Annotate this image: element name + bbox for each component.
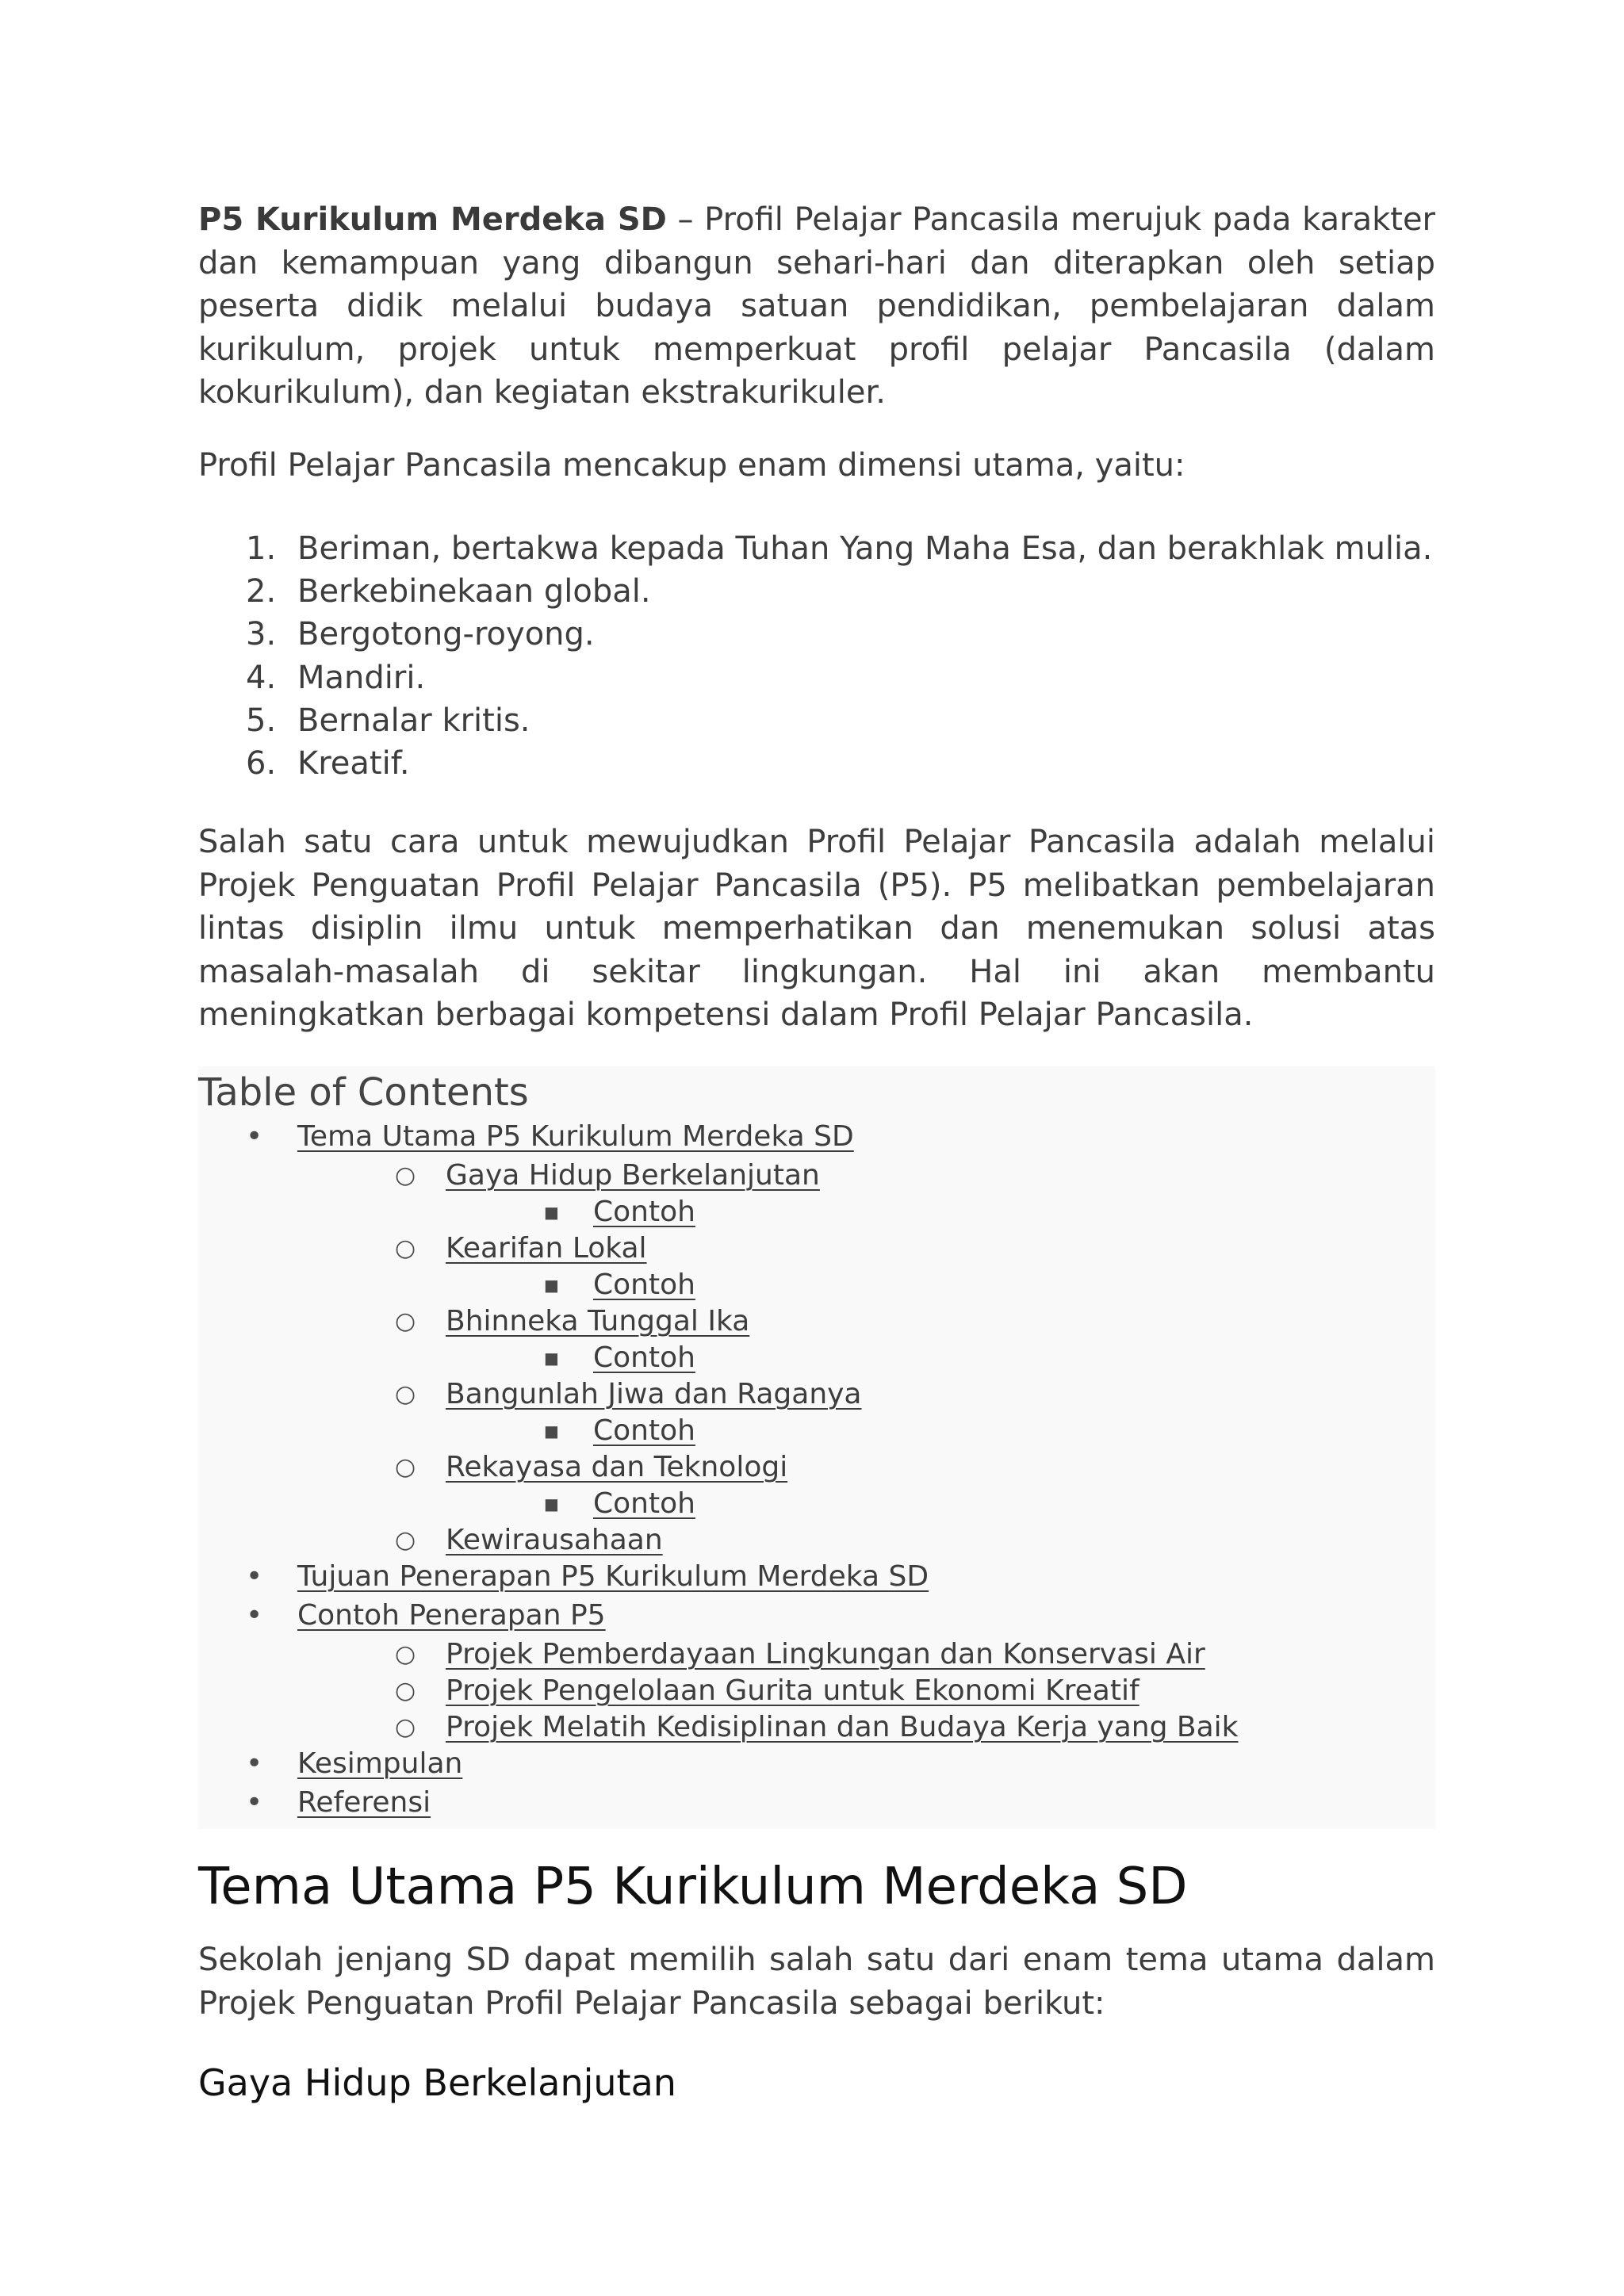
list-item-text: Bergotong-royong. xyxy=(297,616,595,653)
section-heading: Tema Utama P5 Kurikulum Merdeka SD xyxy=(198,1858,1188,1916)
list-item-text: Mandiri. xyxy=(297,659,426,696)
toc-link[interactable]: Contoh xyxy=(593,1269,695,1301)
table-of-contents xyxy=(198,1066,1435,1829)
list-item-text: Kreatif. xyxy=(297,745,410,783)
toc-link[interactable]: Rekayasa dan Teknologi xyxy=(446,1451,788,1483)
disc-bullet-icon: • xyxy=(246,1786,263,1819)
list-item-number: 6. xyxy=(246,745,277,783)
toc-link[interactable]: Referensi xyxy=(297,1786,431,1819)
circle-bullet-icon: ○ xyxy=(395,1713,416,1741)
list-item xyxy=(198,527,1432,570)
disc-bullet-icon: • xyxy=(246,1120,263,1153)
toc-link[interactable]: Bhinneka Tunggal Ika xyxy=(446,1305,750,1337)
disc-bullet-icon: • xyxy=(246,1560,263,1593)
square-bullet-icon: ■ xyxy=(544,1349,559,1368)
toc-link[interactable]: Tujuan Penerapan P5 Kurikulum Merdeka SD xyxy=(297,1560,929,1593)
toc-link[interactable]: Kearifan Lokal xyxy=(446,1232,647,1265)
square-bullet-icon: ■ xyxy=(544,1203,559,1222)
circle-bullet-icon: ○ xyxy=(395,1161,416,1189)
toc-link[interactable]: Contoh Penerapan P5 xyxy=(297,1599,606,1632)
dimensions-intro: Profil Pelajar Pancasila mencakup enam dimensi utama, yaitu: xyxy=(198,447,1185,484)
intro-paragraph xyxy=(198,198,1435,415)
list-item-text: Berkebinekaan global. xyxy=(297,573,651,610)
list-item-number: 4. xyxy=(246,659,277,696)
list-item-number: 3. xyxy=(246,616,277,653)
list-item xyxy=(198,570,1432,613)
toc-link[interactable]: Gaya Hidup Berkelanjutan xyxy=(446,1159,820,1192)
p5-paragraph: Salah satu cara untuk mewujudkan Profil Pelajar Pancasila adalah melalui Projek Penguatan Profil Pelajar Pancasila (P5). P5 melibatkan pembelajaran lintas disiplin ilmu untuk memperhatikan dan menemukan solusi atas masalah-masalah di sekitar lingkungan. Hal ini akan membantu meningkatkan berbagai kompetensi dalam Profil Pelajar Pancasila. xyxy=(198,824,1435,1033)
circle-bullet-icon: ○ xyxy=(395,1640,416,1668)
section-paragraph: Sekolah jenjang SD dapat memilih salah satu dari enam tema utama dalam Projek Penguatan Profil Pelajar Pancasila sebagai berikut: xyxy=(198,1942,1435,2022)
toc-link[interactable]: Projek Pengelolaan Gurita untuk Ekonomi Kreatif xyxy=(446,1674,1139,1707)
circle-bullet-icon: ○ xyxy=(395,1380,416,1408)
list-item xyxy=(198,613,1432,656)
toc-link[interactable]: Tema Utama P5 Kurikulum Merdeka SD xyxy=(297,1120,854,1153)
circle-bullet-icon: ○ xyxy=(395,1677,416,1705)
list-item-number: 2. xyxy=(246,573,277,610)
intro-lead-text: – Profil Pelajar Pancasila merujuk pada karakter dan kemampuan yang dibangun sehari-hari dan diterapkan oleh setiap peserta didik melalui budaya satuan pendidikan, pembelajaran dalam kurikulum, projek untuk memperkuat profil pelajar Pancasila (dalam kokurikulum), dan kegiatan ekstrakurikuler. xyxy=(198,201,1435,411)
toc-link[interactable]: Projek Melatih Kedisiplinan dan Budaya Kerja yang Baik xyxy=(446,1711,1239,1743)
subsection-heading: Gaya Hidup Berkelanjutan xyxy=(198,2061,676,2104)
circle-bullet-icon: ○ xyxy=(395,1453,416,1481)
list-item-text: Beriman, bertakwa kepada Tuhan Yang Maha Esa, dan berakhlak mulia. xyxy=(297,530,1433,567)
toc-link[interactable]: Contoh xyxy=(593,1487,695,1520)
square-bullet-icon: ■ xyxy=(544,1494,559,1513)
toc-link[interactable]: Contoh xyxy=(593,1196,695,1228)
square-bullet-icon: ■ xyxy=(544,1276,559,1295)
list-item-number: 5. xyxy=(246,702,277,739)
toc-link[interactable]: Contoh xyxy=(593,1341,695,1374)
list-item xyxy=(198,656,1432,699)
list-item-number: 1. xyxy=(246,530,277,567)
disc-bullet-icon: • xyxy=(246,1747,263,1780)
toc-link[interactable]: Kesimpulan xyxy=(297,1747,463,1780)
circle-bullet-icon: ○ xyxy=(395,1526,416,1554)
circle-bullet-icon: ○ xyxy=(395,1307,416,1335)
list-item xyxy=(198,699,1432,742)
toc-link[interactable]: Projek Pemberdayaan Lingkungan dan Konservasi Air xyxy=(446,1638,1205,1670)
dimensions-list xyxy=(198,527,1432,785)
list-item-text: Bernalar kritis. xyxy=(297,702,530,739)
circle-bullet-icon: ○ xyxy=(395,1234,416,1262)
toc-link[interactable]: Contoh xyxy=(593,1414,695,1447)
toc-title: Table of Contents xyxy=(198,1070,529,1115)
square-bullet-icon: ■ xyxy=(544,1422,559,1441)
disc-bullet-icon: • xyxy=(246,1599,263,1632)
intro-lead-bold: P5 Kurikulum Merdeka SD xyxy=(198,201,667,238)
toc-link[interactable]: Kewirausahaan xyxy=(446,1524,663,1556)
list-item xyxy=(198,742,1432,785)
toc-link[interactable]: Bangunlah Jiwa dan Raganya xyxy=(446,1378,862,1410)
